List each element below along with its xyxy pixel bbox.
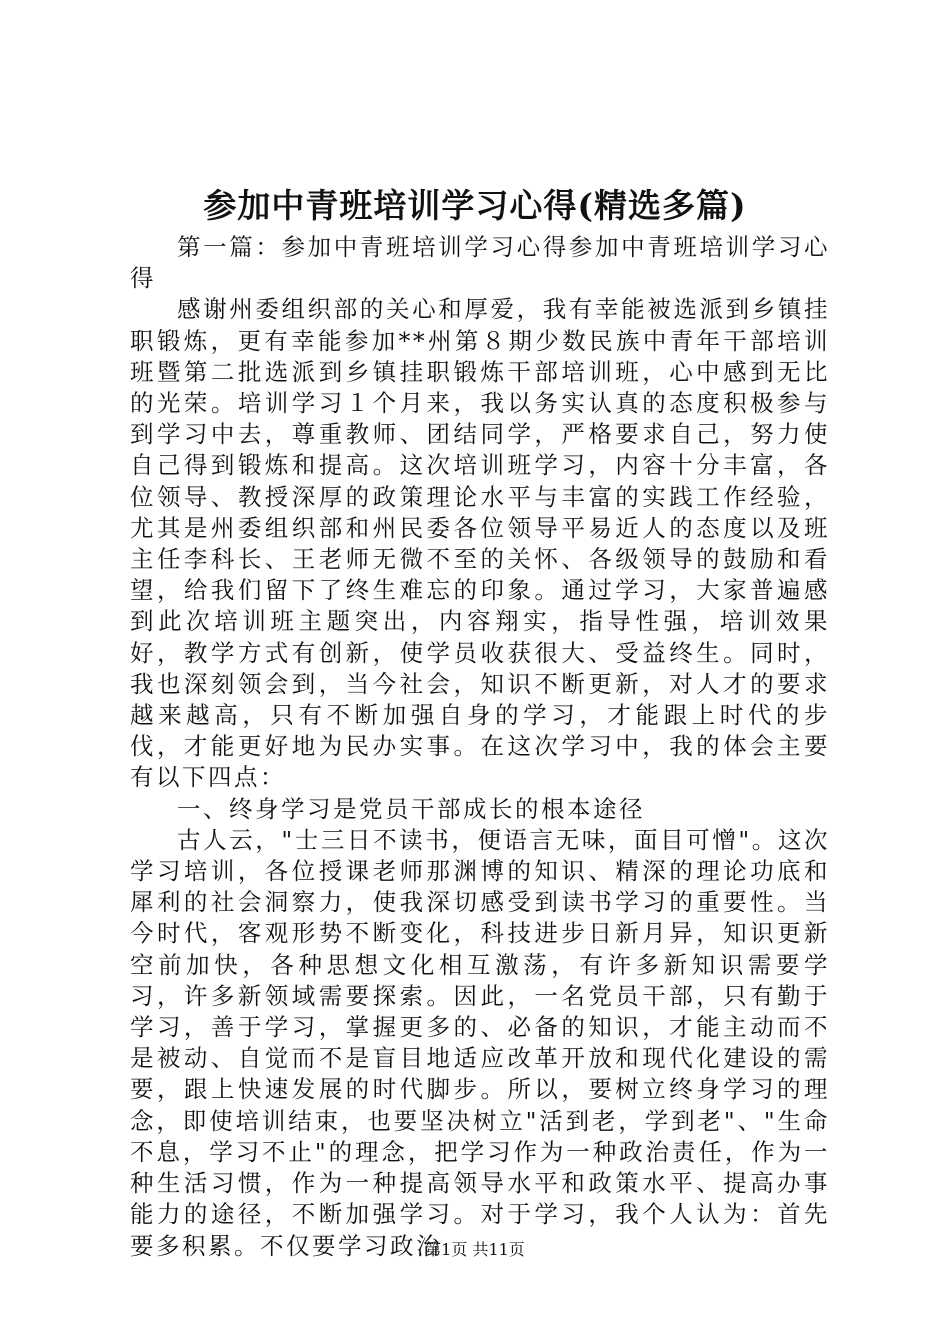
paragraph-heading-first-article: 第一篇：参加中青班培训学习心得参加中青班培训学习心得: [130, 233, 830, 293]
page-footer: 第1页 共11页: [425, 1240, 525, 1259]
paragraph-intro: 感谢州委组织部的关心和厚爱，我有幸能被选派到乡镇挂职锻炼，更有幸能参加**州第８期少数民族中青年干部培训班暨第二批选派到乡镇挂职锻炼干部培训班，心中感到无比的光荣。培训学习１个月来，我以务实认真的态度积极参与到学习中去，尊重教师、团结同学，严格要求自己，努力使自己得到锻炼和提高。这次培训班学习，内容十分丰富，各位领导、教授深厚的政策理论水平与丰富的实践工作经验，尤其是州委组织部和州民委各位领导平易近人的态度以及班主任李科长、王老师无微不至的关怀、各级领导的鼓励和看望，给我们留下了终生难忘的印象。通过学习，大家普遍感到此次培训班主题突出，内容翔实，指导性强，培训效果好，教学方式有创新，使学员收获很大、受益终生。同时，我也深刻领会到，当今社会，知识不断更新，对人才的要求越来越高，只有不断加强自身的学习，才能跟上时代的步伐，才能更好地为民办实事。在这次学习中，我的体会主要有以下四点：: [130, 295, 830, 792]
document-body: [130, 232, 830, 1262]
paragraph-section-1: 古人云，"士三日不读书，便语言无味，面目可憎"。这次学习培训，各位授课老师那渊博的知识、精深的理论功底和犀利的社会洞察力，使我深切感受到读书学习的重要性。当今时代，客观形势不断变化，科技进步日新月异，知识更新空前加快，各种思想文化相互激荡，有许多新知识需要学习，许多新领域需要探索。因此，一名党员干部，只有勤于学习，善于学习，掌握更多的、必备的知识，才能主动而不是被动、自觉而不是盲目地适应改革开放和现代化建设的需要，跟上快速发展的时代脚步。所以，要树立终身学习的理念，即使培训结束，也要坚决树立"活到老，学到老"、"生命不息，学习不止"的理念，把学习作为一种政治责任，作为一种生活习惯，作为一种提高领导水平和政策水平、提高办事能力的途径，不断加强学习。对于学习，我个人认为：首先要多积累。不仅要学习政治: [130, 825, 830, 1260]
document-title: 参加中青班培训学习心得(精选多篇): [203, 186, 747, 225]
section-heading-1: 一、终身学习是党员干部成长的根本途径: [177, 794, 645, 823]
